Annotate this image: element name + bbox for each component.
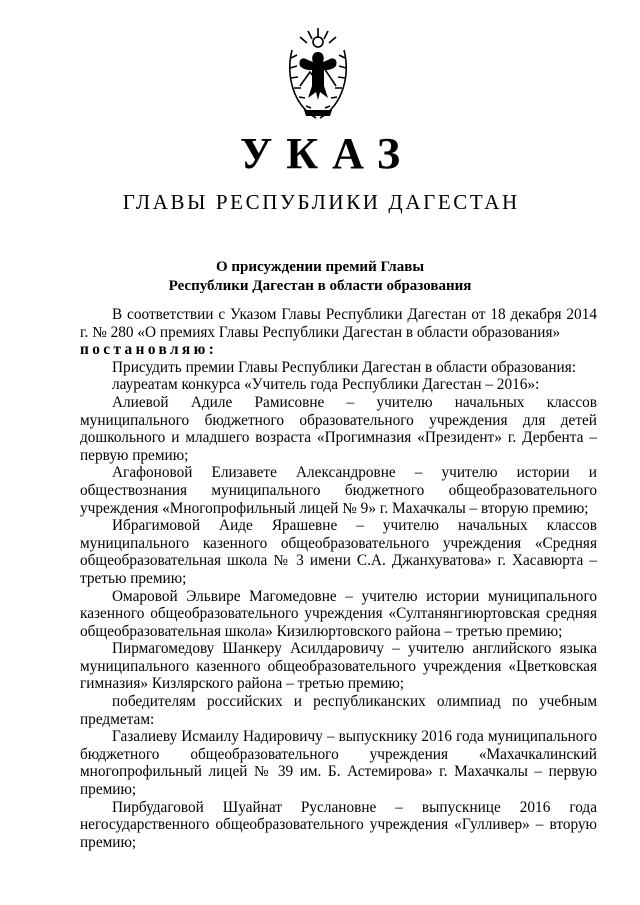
award-paragraph: Пирбудаговой Шуайнат Руслановне – выпускнице 2016 года негосударственного общеобразовательного учреждения «Гулливер» – вторую премию;: [80, 798, 597, 851]
resolution-verb: постановляю:: [80, 341, 218, 359]
award-paragraph: Агафоновой Елизавете Александровне – учителю истории и обществознания муниципального бюджетного общеобразовательного учреждения «Многопрофильный лицей № 9» г. Махачкалы – вторую премию;: [80, 464, 597, 517]
award-intro-paragraph: Присудить премии Главы Республики Дагестан в области образования:: [112, 358, 576, 376]
award-paragraph: Алиевой Адиле Рамисовне – учителю начальных классов муниципального бюджетного образовательного учреждения для детей дошкольного и младшего возраста «Прогимназия «Президент» г. Дербента – первую премию;: [80, 393, 597, 464]
document-subtitle: ГЛАВЫ РЕСПУБЛИКИ ДАГЕСТАН: [122, 190, 520, 214]
award-paragraph: Ибрагимовой Аиде Ярашевне – учителю начальных классов муниципального казенного общеобразовательного учреждения «Средняя общеобразовательная школа № 3 имени С.А. Джанхуватова» г. Хасавюрта – третью премию;: [80, 517, 597, 587]
award-paragraph: Омаровой Эльвире Магомедовне – учителю истории муниципального казенного общеобразовательного учреждения «Султанянгиюртовская средняя общеобразовательная школа» Кизилюртовского района – третью премию;: [80, 587, 597, 640]
award-paragraph: Пирмагомедову Шанкеру Асилдаровичу – учителю английского языка муниципального казенного общеобразовательного учреждения «Цветковская гимназия» Кизлярского района – третью премию;: [80, 640, 597, 693]
decree-heading-line-2: Республики Дагестан в области образования: [168, 278, 472, 294]
decree-body: [80, 306, 597, 851]
coat-of-arms-icon: [286, 24, 350, 126]
document-title: УКАЗ: [239, 129, 415, 178]
olympiad-winners-heading: победителям российских и республиканских олимпиад по учебным предметам:: [80, 693, 597, 728]
decree-heading: [0, 258, 640, 296]
decree-heading-line-1: О присуждении премий Главы: [215, 259, 425, 275]
contest-laureates-heading: лауреатам конкурса «Учитель года Республики Дагестан – 2016»:: [112, 376, 540, 394]
preamble-paragraph: В соответствии с Указом Главы Республики Дагестан от 18 декабря 2014 г. № 280 «О премиях Главы Республики Дагестан в области образования»: [80, 306, 597, 341]
award-paragraph: Газалиеву Исмаилу Надировичу – выпускнику 2016 года муниципального бюджетного общеобразовательного учреждения «Махачкалинский многопрофильный лицей № 39 им. Б. Астемирова» г. Махачкалы – первую премию;: [80, 728, 597, 799]
